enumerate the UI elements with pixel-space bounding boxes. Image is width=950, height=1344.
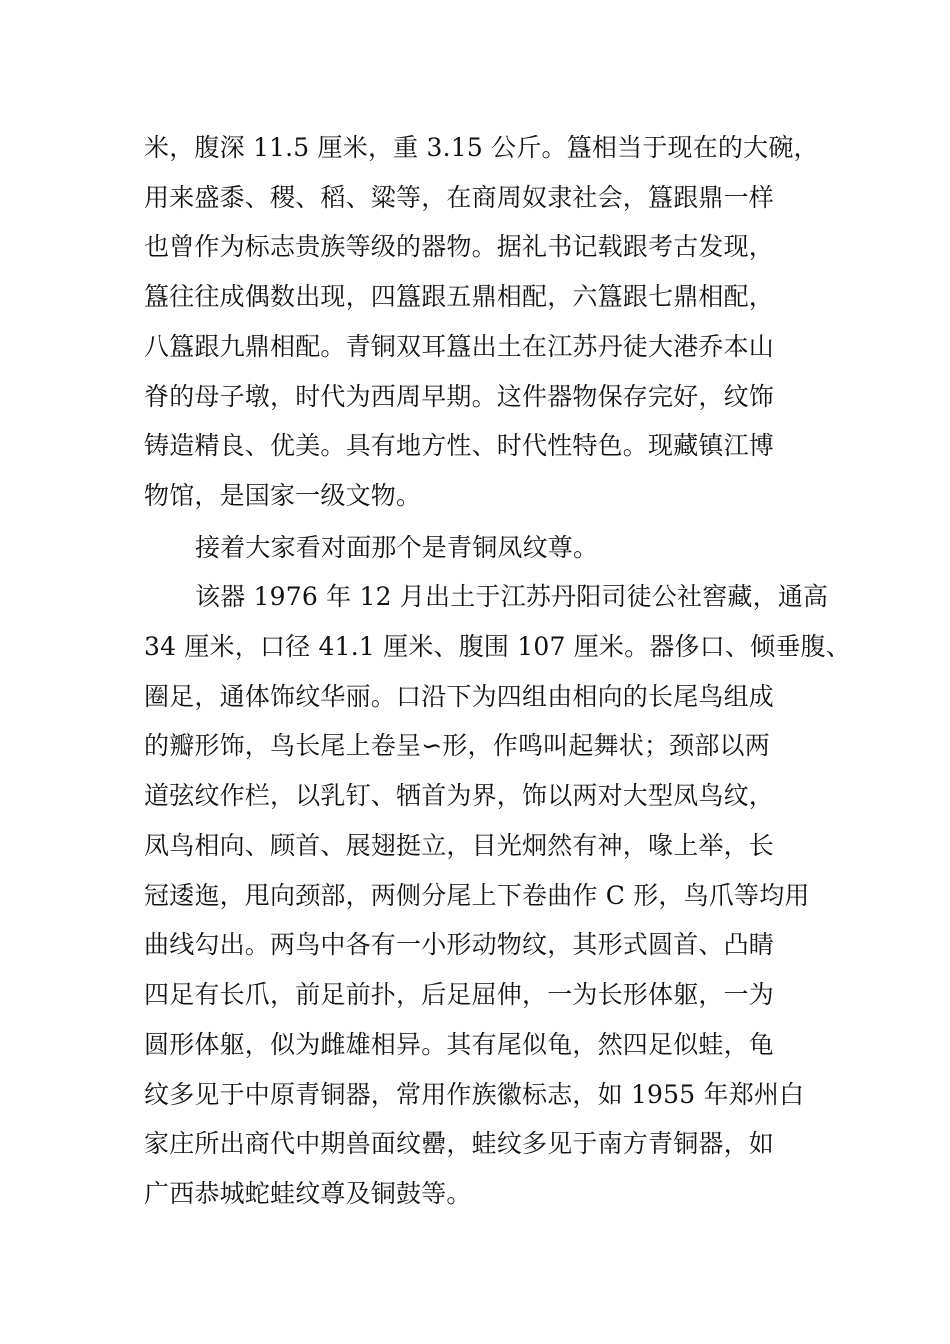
- text-line: 用来盛黍、稷、稻、粱等，在商周奴隶社会，簋跟鼎一样: [144, 183, 775, 212]
- text-line: 物馆，是国家一级文物。: [144, 481, 422, 510]
- text-line: 的瓣形饰，鸟长尾上卷呈∽形，作鸣叫起舞状；颈部以两: [144, 731, 770, 760]
- paragraph-first-line: 该器 1976 年 12 月出土于江苏丹阳司徒公社窖藏，通高: [195, 582, 829, 611]
- text-line: 34 厘米，口径 41.1 厘米、腹围 107 厘米。器侈口、倾垂腹、: [144, 632, 851, 661]
- text-line: 铸造精良、优美。具有地方性、时代性特色。现藏镇江博: [144, 431, 775, 460]
- text-line: 道弦纹作栏，以乳钉、牺首为界，饰以两对大型凤鸟纹，: [144, 781, 775, 810]
- text-line: 脊的母子墩，时代为西周早期。这件器物保存完好，纹饰: [144, 382, 775, 411]
- text-line: 簋往往成偶数出现，四簋跟五鼎相配，六簋跟七鼎相配，: [144, 282, 775, 311]
- text-line: 圆形体躯，似为雌雄相异。其有尾似龟，然四足似蛙，龟: [144, 1030, 775, 1059]
- text-line: 冠逶迤，甩向颈部，两侧分尾上下卷曲作 C 形，鸟爪等均用: [144, 881, 810, 910]
- text-line: 八簋跟九鼎相配。青铜双耳簋出土在江苏丹徒大港乔本山: [144, 332, 775, 361]
- text-line: 纹多见于中原青铜器，常用作族徽标志，如 1955 年郑州白: [144, 1080, 805, 1109]
- text-line: 四足有长爪，前足前扑，后足屈伸，一为长形体躯，一为: [144, 980, 775, 1009]
- text-line: 家庄所出商代中期兽面纹罍，蛙纹多见于南方青铜器，如: [144, 1129, 775, 1158]
- text-line: 也曾作为标志贵族等级的器物。据礼书记载跟考古发现，: [144, 232, 775, 261]
- text-line: 曲线勾出。两鸟中各有一小形动物纹，其形式圆首、凸睛: [144, 930, 775, 959]
- text-line: 凤鸟相向、顾首、展翅挺立，目光炯然有神，喙上举，长: [144, 831, 775, 860]
- text-line: 圈足，通体饰纹华丽。口沿下为四组由相向的长尾鸟组成: [144, 682, 775, 711]
- text-line: 米，腹深 11.5 厘米，重 3.15 公斤。簋相当于现在的大碗，: [144, 133, 819, 162]
- paragraph-first-line: 接着大家看对面那个是青铜凤纹尊。: [195, 533, 599, 562]
- text-line: 广西恭城蛇蛙纹尊及铜鼓等。: [144, 1179, 472, 1208]
